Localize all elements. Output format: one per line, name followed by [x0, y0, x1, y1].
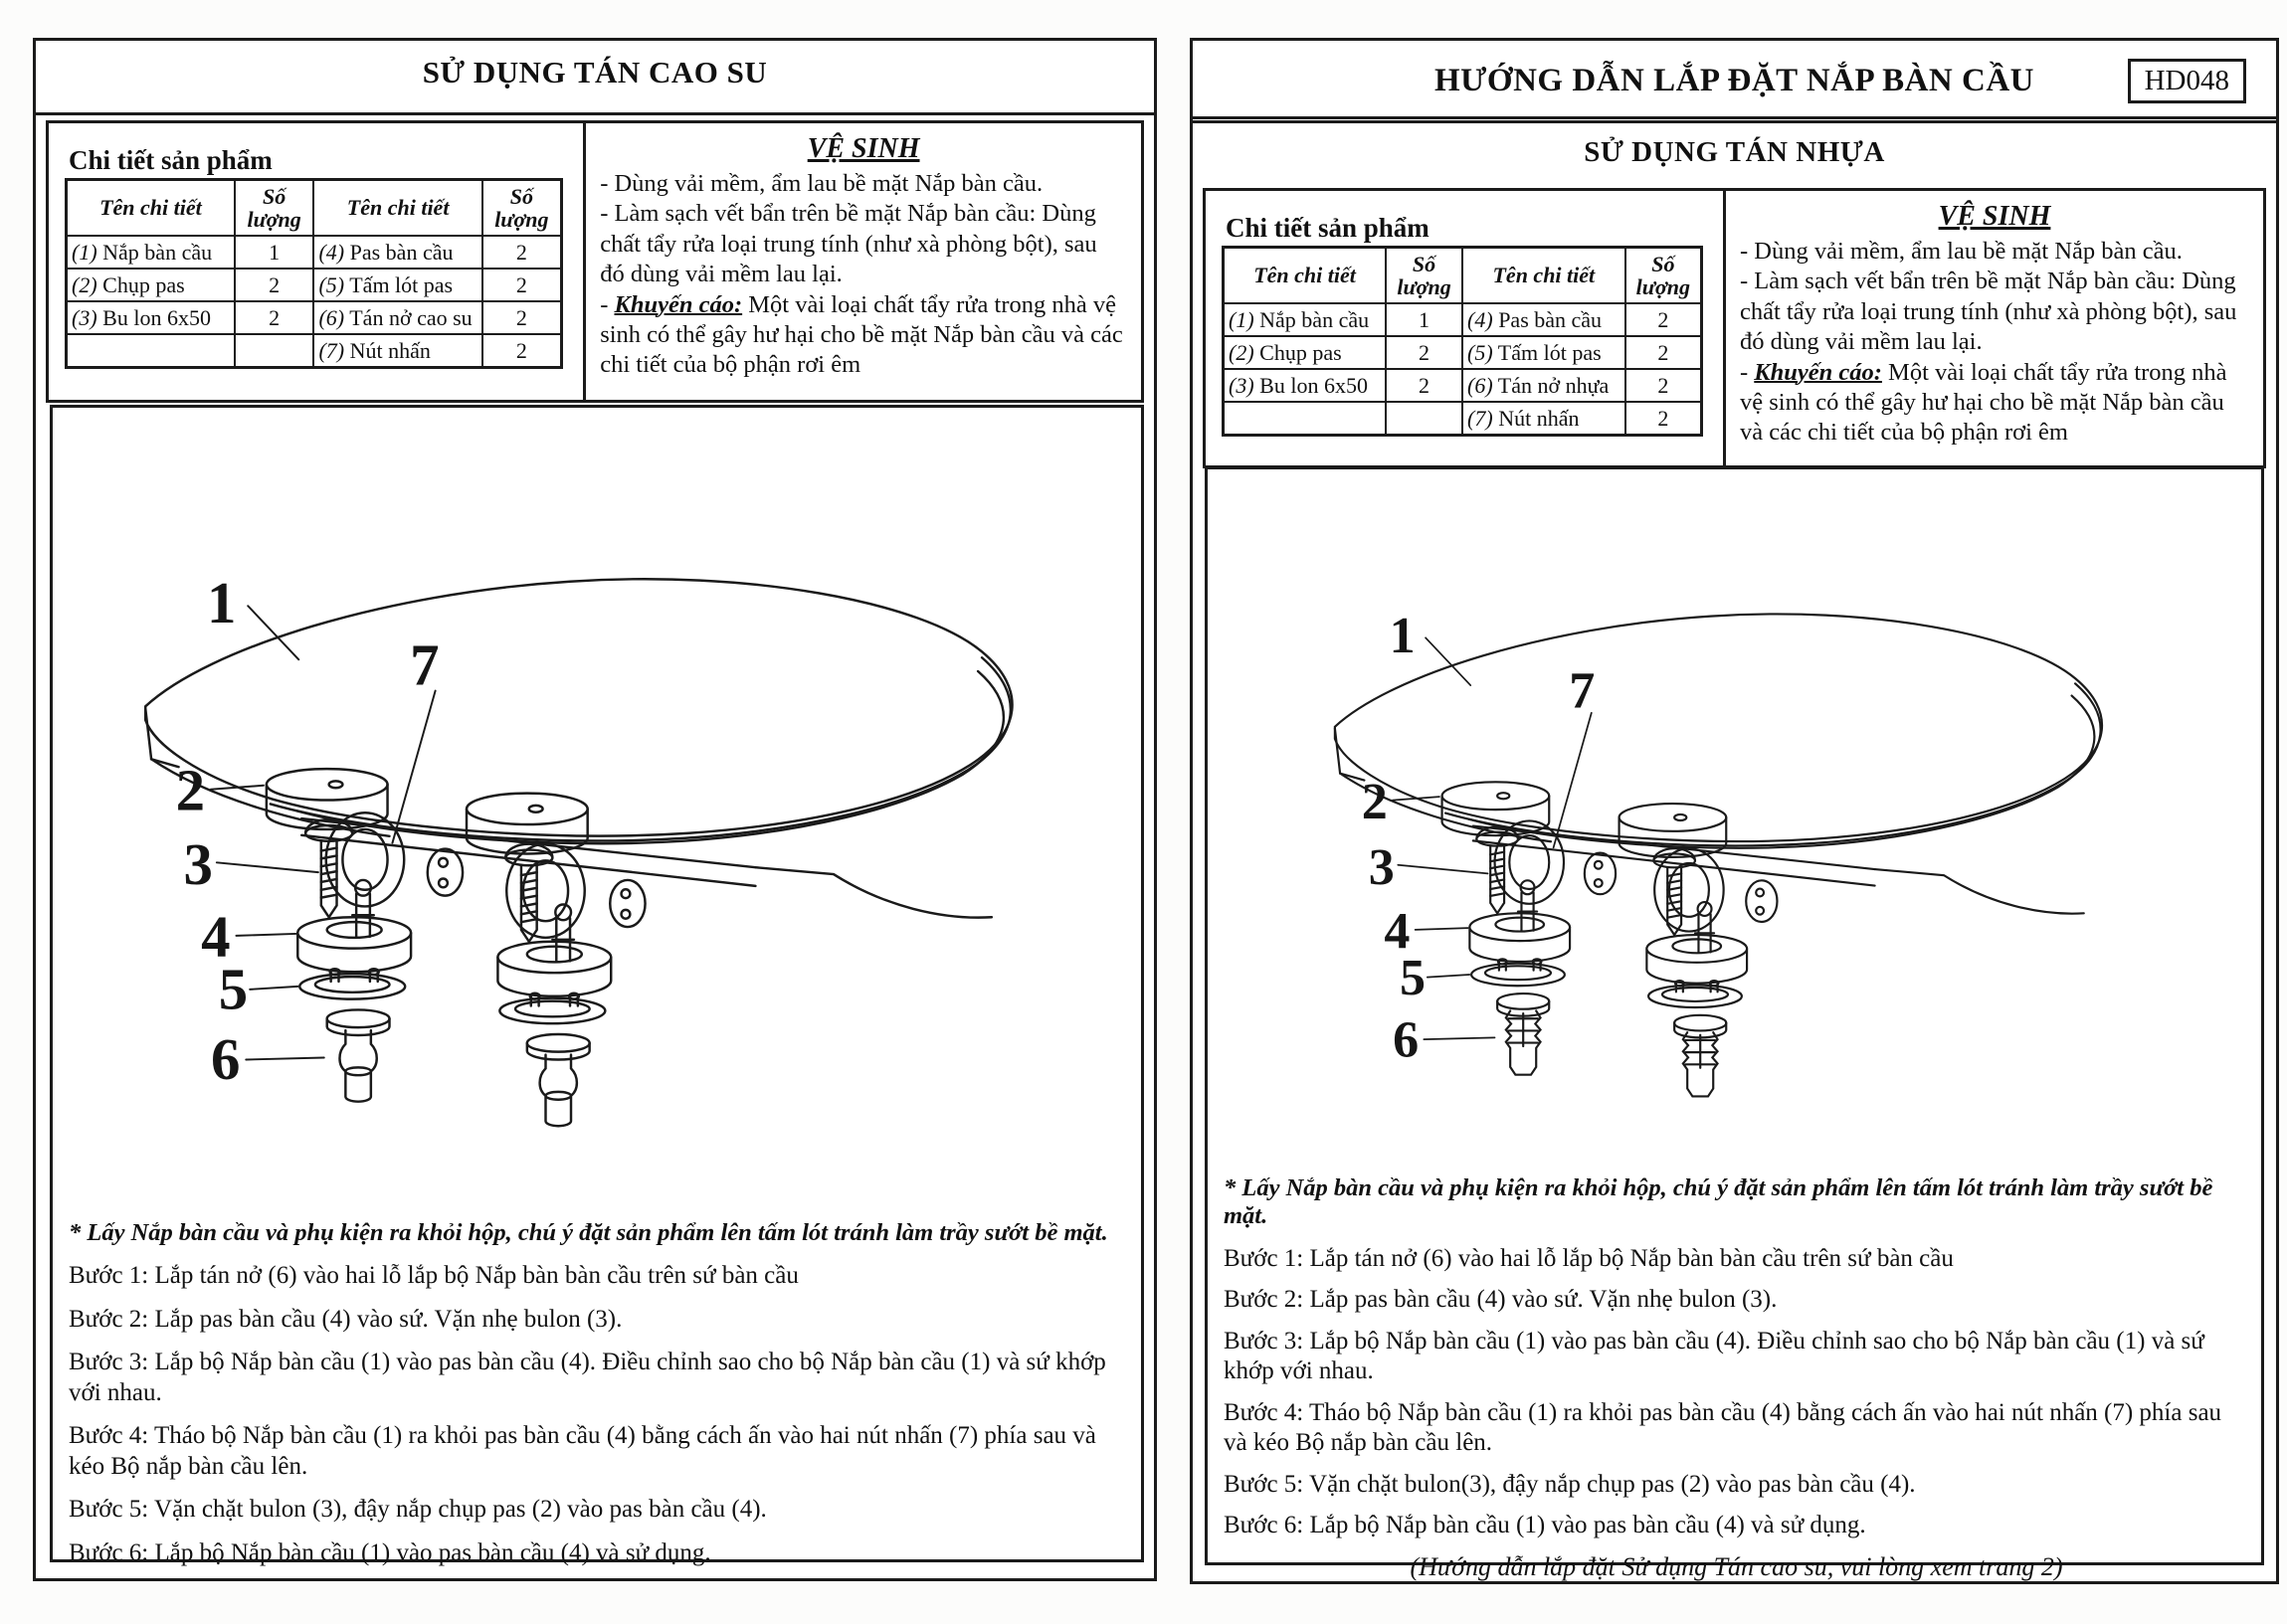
col-header-qty-1: Số lượng: [235, 180, 314, 237]
cleaning-instructions: [1740, 237, 2249, 449]
page2-parts-cell: [1206, 191, 1726, 465]
step-6: Bước 6: Lắp bộ Nắp bàn cầu (1) vào pas bàn cầu (4) và sử dụng.: [69, 1538, 711, 1566]
callout-5: 5: [218, 957, 249, 1022]
cleaning-line-2: - Làm sạch vết bẩn trên bề mặt Nắp bàn cầu: Dùng chất tẩy rửa loại trung tính (như xà phòng bột), sau đó dùng vải mềm lau lại.: [1739, 268, 2237, 356]
callout-5: 5: [1400, 949, 1427, 1006]
table-row: (7) Nút nhấn 2: [1224, 402, 1702, 436]
table-row: (3) Bu lon 6x50 2 (6) Tán nở nhựa 2: [1224, 369, 1702, 402]
parts-list-heading: Chi tiết sản phẩm: [1226, 213, 1429, 243]
callout-3: 3: [183, 831, 213, 897]
cleaning-heading: VỆ SINH: [807, 133, 920, 164]
cleaning-instructions: [600, 169, 1127, 381]
callout-6: 6: [210, 1027, 241, 1093]
callout-1: 1: [207, 570, 237, 635]
page2-info-box: [1203, 188, 2266, 468]
table-row: (1) Nắp bàn cầu 1 (4) Pas bàn cầu 2: [67, 236, 562, 269]
exploded-view-diagram-plastic-nut: [1208, 469, 2261, 1169]
step-2: Bước 2: Lắp pas bàn cầu (4) vào sứ. Vặn nhẹ bulon (3).: [1224, 1286, 1778, 1314]
step-2: Bước 2: Lắp pas bàn cầu (4) vào sứ. Vặn nhẹ bulon (3).: [69, 1305, 623, 1333]
step-4: Bước 4: Tháo bộ Nắp bàn cầu (1) ra khỏi pas bàn cầu (4) bằng cách ấn vào hai nút nhấn (7) phía sau và kéo Bộ nắp bàn cầu lên.: [1224, 1398, 2222, 1457]
cleaning-line-3: - Khuyến cáo: Một vài loại chất tẩy rửa trong nhà vệ sinh có thể gây hư hại cho bề mặt Nắp bàn cầu và các chi tiết của bộ phận rơi êm: [600, 290, 1123, 379]
callout-4: 4: [1384, 903, 1411, 961]
table-row: (2) Chụp pas 2 (5) Tấm lót pas 2: [1224, 336, 1702, 369]
page1-title: SỬ DỤNG TÁN CAO SU: [422, 55, 768, 90]
title-divider-line: [36, 112, 1154, 115]
col-header-name-1: Tên chi tiết: [1224, 248, 1387, 304]
page2-title: HƯỚNG DẪN LẮP ĐẶT NẮP BÀN CẦU: [1433, 63, 2035, 98]
callout-3: 3: [1368, 838, 1395, 896]
page1-cleaning-cell: [586, 123, 1141, 400]
callout-4: 4: [201, 904, 231, 970]
table-row: (3) Bu lon 6x50 2 (6) Tán nở cao su 2: [67, 301, 562, 334]
table-row: (7) Nút nhấn 2: [67, 334, 562, 368]
col-header-name-2: Tên chi tiết: [313, 180, 481, 237]
cleaning-line-3: - Khuyến cáo: Một vài loại chất tẩy rửa trong nhà vệ sinh có thể gây hư hại cho bề mặt Nắp bàn cầu và các chi tiết của bộ phận rơi êm: [1739, 358, 2227, 447]
col-header-name-2: Tên chi tiết: [1462, 248, 1625, 304]
page1-parts-cell: [49, 123, 586, 400]
callout-1: 1: [1389, 608, 1416, 665]
step-3: Bước 3: Lắp bộ Nắp bàn cầu (1) vào pas bàn cầu (4). Điều chỉnh sao cho bộ Nắp bàn cầu (1) và sứ khớp với nhau.: [1224, 1327, 2204, 1385]
step-5: Bước 5: Vặn chặt bulon(3), đậy nắp chụp pas (2) vào pas bàn cầu (4).: [1224, 1470, 1916, 1498]
unboxing-note: * Lấy Nắp bàn cầu và phụ kiện ra khỏi hộp, chú ý đặt sản phẩm lên tấm lót tránh làm trầy sướt bề mặt.: [69, 1219, 1108, 1247]
col-header-qty-2: Số lượng: [482, 180, 562, 237]
page2-title-band: [1193, 41, 2276, 119]
table-row: (2) Chụp pas 2 (5) Tấm lót pas 2: [67, 269, 562, 301]
cleaning-heading: VỆ SINH: [1938, 201, 2051, 232]
step-3: Bước 3: Lắp bộ Nắp bàn cầu (1) vào pas bàn cầu (4). Điều chỉnh sao cho bộ Nắp bàn cầu (1) và sứ khớp với nhau.: [69, 1349, 1106, 1406]
parts-table-header-row: [1224, 248, 1702, 304]
page1-diagram-box: [50, 405, 1144, 1566]
step-1: Bước 1: Lắp tán nở (6) vào hai lỗ lắp bộ Nắp bàn bàn cầu trên sứ bàn cầu: [69, 1262, 799, 1290]
page1-steps: [69, 1219, 1129, 1581]
page2-steps: [1224, 1174, 2249, 1608]
parts-table: [1222, 246, 1703, 437]
col-header-qty-2: Số lượng: [1625, 248, 1702, 304]
parts-list-heading: Chi tiết sản phẩm: [69, 145, 273, 175]
step-6: Bước 6: Lắp bộ Nắp bàn cầu (1) vào pas bàn cầu (4) và sử dụng.: [1224, 1512, 1866, 1539]
callout-2: 2: [175, 758, 206, 823]
table-row: (1) Nắp bàn cầu 1 (4) Pas bàn cầu 2: [1224, 303, 1702, 336]
step-4: Bước 4: Tháo bộ Nắp bàn cầu (1) ra khỏi pas bàn cầu (4) bằng cách ấn vào hai nút nhấn (7) phía sau và kéo Bộ nắp bàn cầu lên.: [69, 1422, 1096, 1480]
col-header-qty-1: Số lượng: [1386, 248, 1462, 304]
step-1: Bước 1: Lắp tán nở (6) vào hai lỗ lắp bộ Nắp bàn bàn cầu trên sứ bàn cầu: [1224, 1244, 1954, 1272]
unboxing-note: * Lấy Nắp bàn cầu và phụ kiện ra khỏi hộp, chú ý đặt sản phẩm lên tấm lót tránh làm trầy sướt bề mặt.: [1224, 1173, 2213, 1229]
page2-subtitle: SỬ DỤNG TÁN NHỰA: [1584, 136, 1885, 168]
callout-7: 7: [410, 632, 440, 698]
page2-diagram-box: [1205, 466, 2264, 1581]
see-page-2-note: (Hướng dẫn lắp đặt Sử dụng Tán cao su, vui lòng xem trang 2): [1410, 1551, 2063, 1581]
parts-table-header-row: [67, 180, 562, 237]
callout-2: 2: [1361, 773, 1388, 830]
page1-info-box: [46, 120, 1144, 403]
step-5: Bước 5: Vặn chặt bulon (3), đậy nắp chụp pas (2) vào pas bàn cầu (4).: [69, 1496, 767, 1524]
cleaning-line-1: - Dùng vải mềm, ẩm lau bề mặt Nắp bàn cầu.: [600, 170, 1044, 197]
page-1-tan-cao-su: [33, 38, 1157, 1581]
parts-table: [65, 178, 563, 369]
cleaning-line-1: - Dùng vải mềm, ẩm lau bề mặt Nắp bàn cầu.: [1739, 238, 2183, 265]
callout-6: 6: [1393, 1011, 1420, 1069]
col-header-name-1: Tên chi tiết: [67, 180, 235, 237]
page2-cleaning-cell: [1726, 191, 2263, 465]
cleaning-line-2: - Làm sạch vết bẩn trên bề mặt Nắp bàn cầu: Dùng chất tẩy rửa loại trung tính (như xà phòng bột), sau đó dùng vải mềm lau lại.: [600, 200, 1097, 288]
document-code-badge: HD048: [2128, 59, 2246, 103]
callout-7: 7: [1569, 662, 1596, 720]
page-2-tan-nhua: [1190, 38, 2279, 1584]
exploded-view-diagram-rubber-nut: [53, 408, 1141, 1214]
